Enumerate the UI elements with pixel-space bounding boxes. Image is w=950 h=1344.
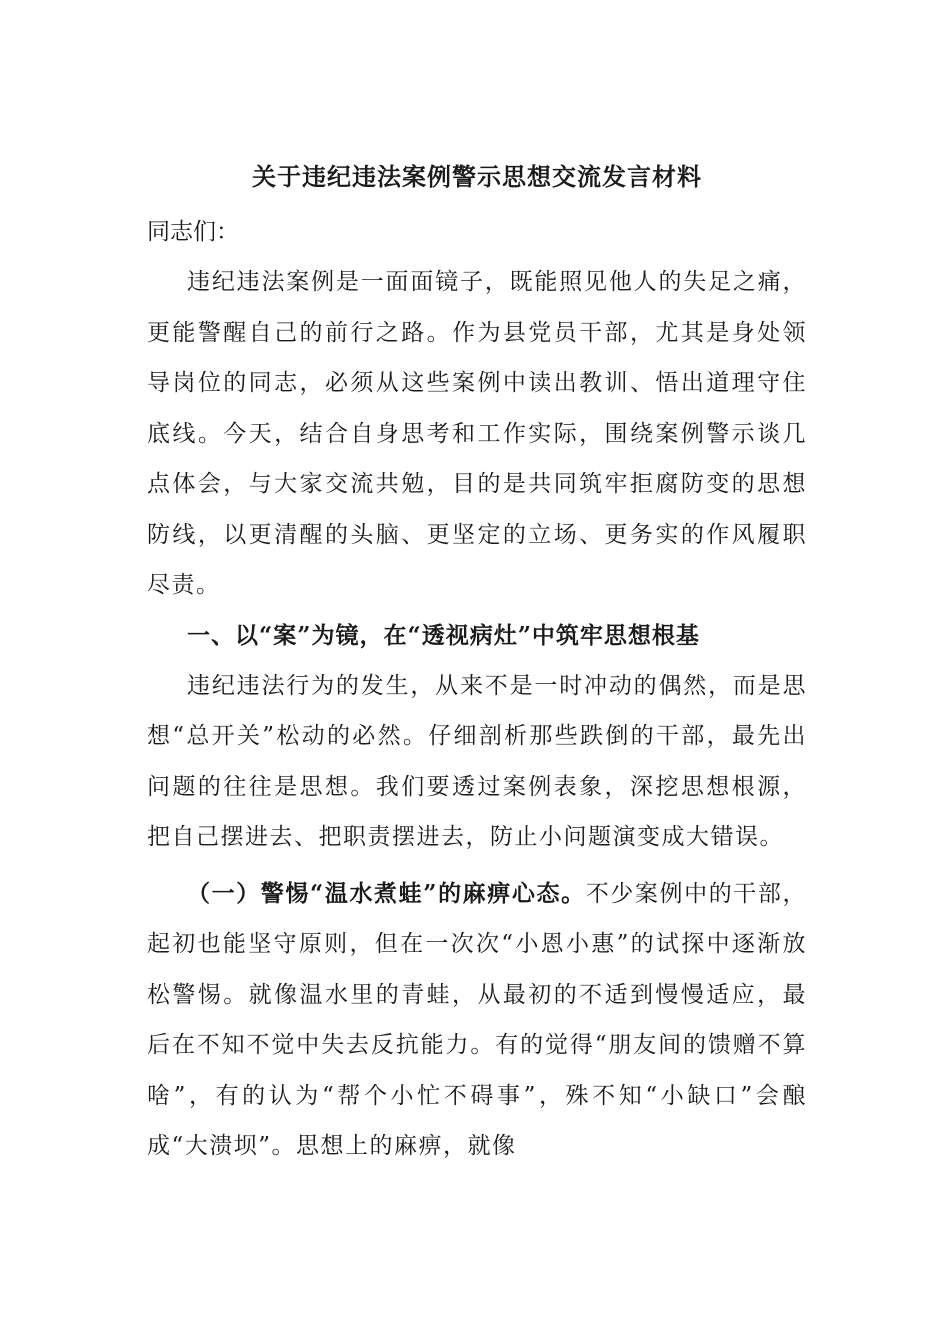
subsection-1-text: 不少案例中的干部，起初也能坚守原则，但在一次次“小恩小惠”的试探中逐渐放松警惕。就像温水里的青蛙，从最初的不适到慢慢适应，最后在不知不觉中失去反抗能力。有的觉得“朋友间的馈赠不算啥”，有的认为“帮个小忙不碍事”，殊不知“小缺口”会酿成“大溃坝”。思想上的麻痹，就像 xyxy=(147,880,807,1159)
section-heading-1: 一、以“案”为镜，在“透视病灶”中筑牢思想根基 xyxy=(187,621,700,649)
subsection-1-paragraph xyxy=(147,869,807,1172)
document-title: 关于违纪违法案例警示思想交流发言材料 xyxy=(252,162,702,191)
greeting: 同志们： xyxy=(147,219,239,245)
intro-paragraph: 违纪违法案例是一面面镜子，既能照见他人的失足之痛，更能警醒自己的前行之路。作为县党员干部，尤其是身处领导岗位的同志，必须从这些案例中读出教训、悟出道理守住底线。今天，结合自身思考和工作实际，围绕案例警示谈几点体会，与大家交流共勉，目的是共同筑牢拒腐防变的思想防线，以更清醒的头脑、更坚定的立场、更务实的作风履职尽责。 xyxy=(147,269,807,598)
section-1-paragraph: 违纪违法行为的发生，从来不是一时冲动的偶然，而是思想“总开关”松动的必然。仔细剖析那些跌倒的干部，最先出问题的往往是思想。我们要透过案例表象，深挖思想根源，把自己摆进去、把职责摆进去，防止小问题演变成大错误。 xyxy=(147,672,807,850)
document-page xyxy=(147,155,807,1172)
subsection-1-label: （一）警惕“温水煮蛙”的麻痹心态。 xyxy=(187,879,586,907)
